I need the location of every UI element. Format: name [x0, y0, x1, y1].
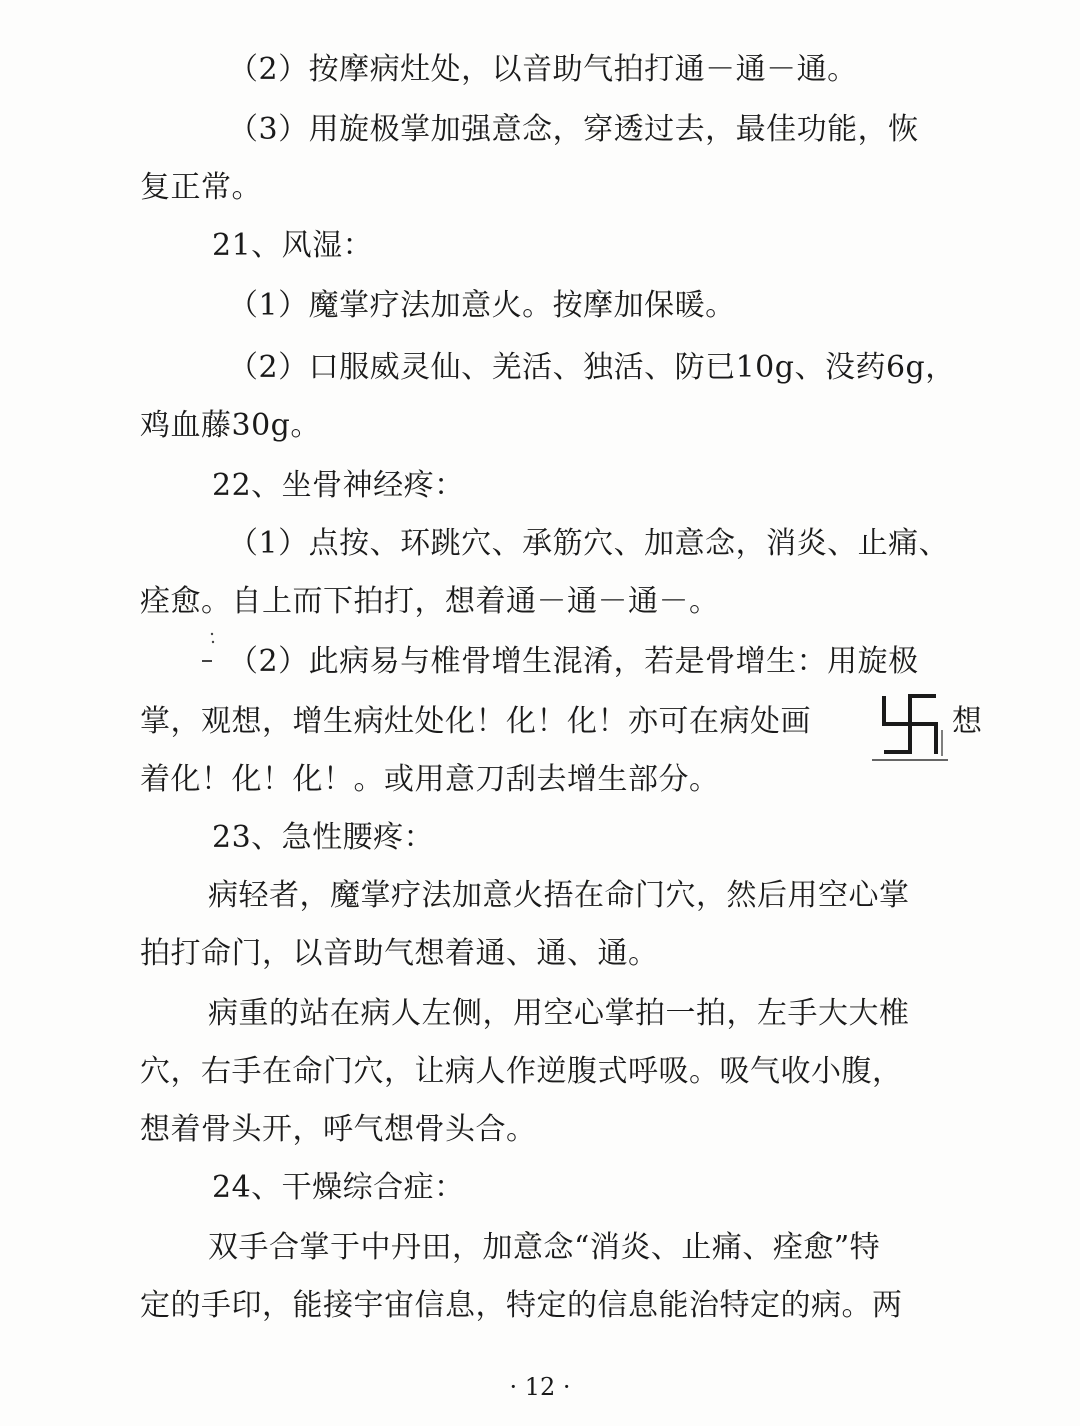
text-line: （2）此病易与椎骨增生混淆，若是骨增生：用旋极 [228, 644, 919, 679]
swastika-symbol [872, 690, 948, 762]
text-line: 痊愈。自上而下拍打，想着通－通－通－。 [140, 584, 720, 619]
text-line: 掌，观想，增生病灶处化！化！化！亦可在病处画 [140, 704, 811, 739]
text-line: 鸡血藤30g。 [140, 408, 321, 443]
text-line: （1）点按、环跳穴、承筋穴、加意念，消炎、止痛、 [228, 526, 950, 561]
text-line: 穴，右手在命门穴，让病人作逆腹式呼吸。吸气收小腹， [140, 1054, 903, 1089]
section-heading: 21、风湿： [212, 228, 374, 263]
text-line: 定的手印，能接宇宙信息，特定的信息能治特定的病。两 [140, 1288, 903, 1323]
text-line: （1）魔掌疗法加意火。按摩加保暖。 [228, 288, 736, 323]
text-line: 病重的站在病人左侧，用空心掌拍一拍，左手大大椎 [208, 996, 910, 1031]
page-number: · 12 · [509, 1373, 571, 1401]
text-line: 复正常。 [140, 170, 262, 205]
text-line: 拍打命门，以音助气想着通、通、通。 [140, 936, 659, 971]
text-line: 着化！化！化！。或用意刀刮去增生部分。 [140, 762, 720, 797]
scan-specks [198, 630, 228, 670]
section-heading: 24、干燥综合症： [212, 1170, 465, 1205]
text-line: （3）用旋极掌加强意念，穿透过去，最佳功能，恢 [228, 112, 919, 147]
section-heading: 23、急性腰疼： [212, 820, 435, 855]
text-line: （2）口服威灵仙、羌活、独活、防已10g、没药6g， [228, 350, 956, 385]
section-heading: 22、坐骨神经疼： [212, 468, 465, 503]
text-line: 双手合掌于中丹田，加意念“消炎、止痛、痊愈”特 [208, 1230, 881, 1265]
text-line: （2）按摩病灶处，以音助气拍打通－通－通。 [228, 52, 858, 87]
text-line: 想 [952, 704, 983, 739]
text-line: 想着骨头开，呼气想骨头合。 [140, 1112, 537, 1147]
text-line: 病轻者，魔掌疗法加意火捂在命门穴，然后用空心掌 [208, 878, 910, 913]
